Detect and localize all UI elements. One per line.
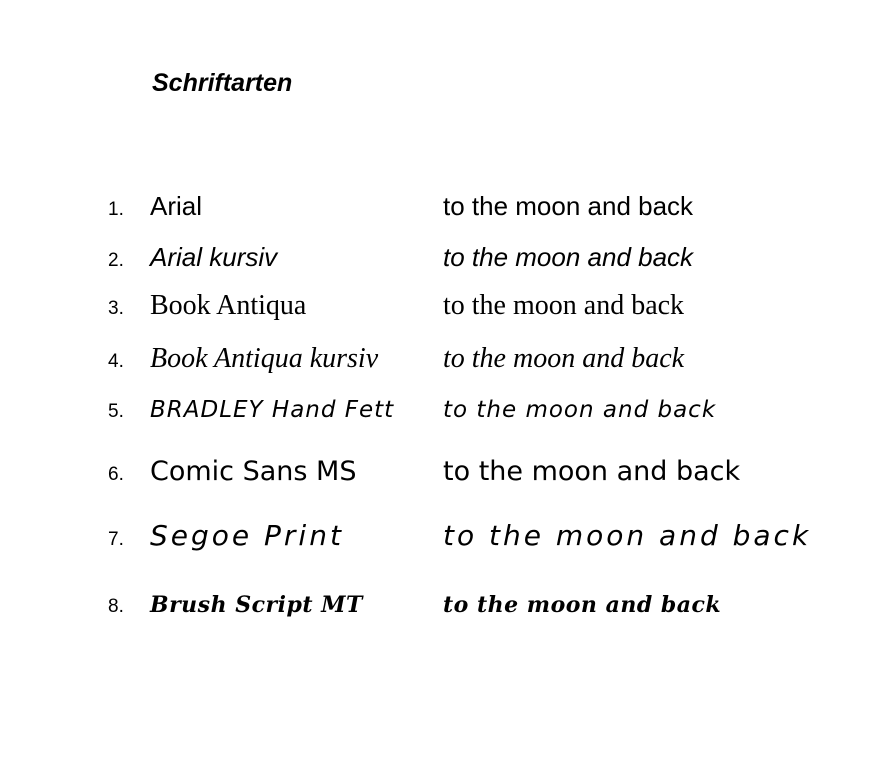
font-name: Comic Sans MS (150, 456, 357, 487)
list-number: 8. (108, 596, 124, 617)
font-list-item (108, 191, 870, 222)
font-list-item (108, 519, 870, 552)
list-number: 2. (108, 250, 124, 271)
sample-text: to the moon and back (443, 191, 694, 221)
page-title: Schriftarten (152, 69, 293, 97)
list-number: 3. (108, 298, 124, 319)
font-list-item (108, 592, 870, 618)
font-list-item (108, 290, 870, 322)
font-name: Arial kursiv (150, 242, 278, 272)
sample-text: to the moon and back (443, 397, 717, 423)
font-list-item (108, 456, 870, 487)
list-number: 6. (108, 464, 124, 485)
font-name: BRADLEY Hand Fett (150, 397, 395, 423)
font-name: Segoe Print (150, 519, 344, 552)
sample-text: to the moon and back (443, 343, 685, 374)
font-name: Book Antiqua kursiv (150, 343, 379, 374)
list-number: 7. (108, 529, 124, 550)
font-name: Arial (150, 191, 203, 221)
sample-text: to the moon and back (443, 456, 741, 487)
font-name: Brush Script MT (150, 592, 363, 618)
font-list-item (108, 343, 870, 375)
sample-text: to the moon and back (443, 242, 694, 272)
list-number: 5. (108, 401, 124, 422)
list-number: 4. (108, 351, 124, 372)
list-number: 1. (108, 199, 124, 220)
sample-text: to the moon and back (443, 592, 722, 618)
font-list-item (108, 242, 870, 273)
font-name: Book Antiqua (150, 290, 307, 321)
font-list-item (108, 397, 870, 423)
sample-text: to the moon and back (443, 519, 812, 552)
sample-text: to the moon and back (443, 290, 685, 321)
